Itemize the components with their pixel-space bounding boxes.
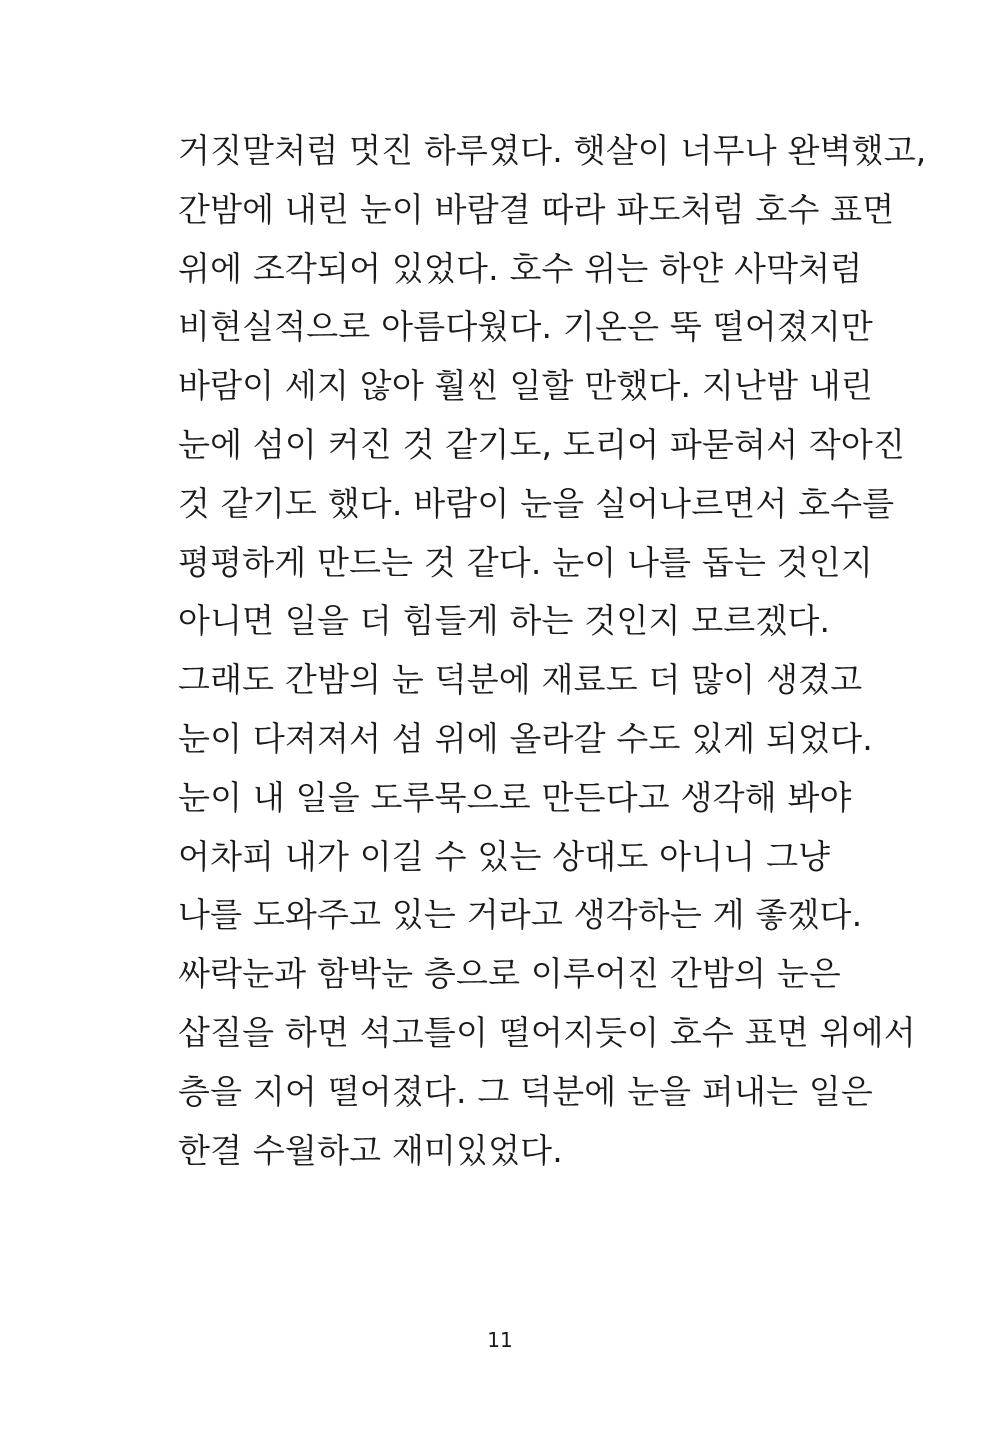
body-paragraph bbox=[178, 122, 938, 1180]
text-line: 그래도 간밤의 눈 덕분에 재료도 더 많이 생겼고 bbox=[178, 660, 863, 700]
text-line: 싸락눈과 함박눈 층으로 이루어진 간밤의 눈은 bbox=[178, 954, 841, 994]
text-line: 아니면 일을 더 힘들게 하는 것인지 모르겠다. bbox=[178, 601, 831, 641]
text-line: 평평하게 만드는 것 같다. 눈이 나를 돕는 것인지 bbox=[178, 542, 873, 582]
text-line: 눈에 섬이 커진 것 같기도, 도리어 파묻혀서 작아진 bbox=[178, 424, 906, 464]
text-line: 바람이 세지 않아 훨씬 일할 만했다. 지난밤 내린 bbox=[178, 366, 873, 406]
text-line: 비현실적으로 아름다웠다. 기온은 뚝 떨어졌지만 bbox=[178, 307, 874, 347]
text-line: 층을 지어 떨어졌다. 그 덕분에 눈을 퍼내는 일은 bbox=[178, 1071, 873, 1111]
text-line: 눈이 내 일을 도루묵으로 만든다고 생각해 봐야 bbox=[178, 777, 852, 817]
text-line: 간밤에 내린 눈이 바람결 따라 파도처럼 호수 표면 bbox=[178, 189, 895, 229]
text-line: 눈이 다져져서 섬 위에 올라갈 수도 있게 되었다. bbox=[178, 718, 873, 758]
text-line: 것 같기도 했다. 바람이 눈을 실어나르면서 호수를 bbox=[178, 483, 895, 523]
text-line: 나를 도와주고 있는 거라고 생각하는 게 좋겠다. bbox=[178, 895, 863, 935]
text-line: 어차피 내가 이길 수 있는 상대도 아니니 그냥 bbox=[178, 836, 831, 876]
text-line: 한결 수월하고 재미있었다. bbox=[178, 1130, 563, 1170]
text-line: 삽질을 하면 석고틀이 떨어지듯이 호수 표면 위에서 bbox=[178, 1012, 916, 1052]
text-line: 거짓말처럼 멋진 하루였다. 햇살이 너무나 완벽했고, bbox=[178, 131, 927, 170]
text-line: 위에 조각되어 있었다. 호수 위는 하얀 사막처럼 bbox=[178, 248, 863, 288]
page-number: 11 bbox=[487, 1328, 513, 1352]
